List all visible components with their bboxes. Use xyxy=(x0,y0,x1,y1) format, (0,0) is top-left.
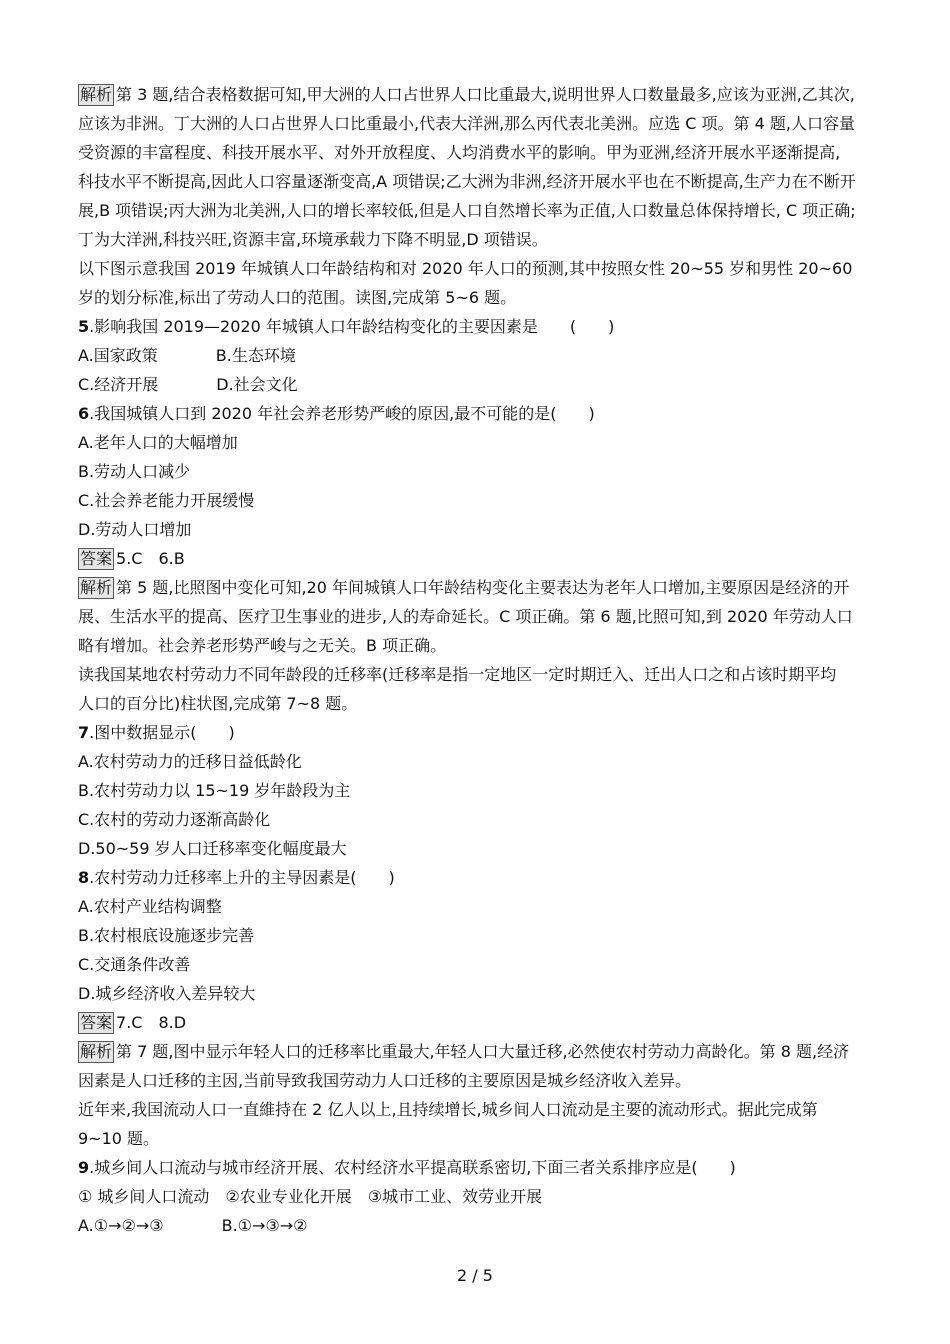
text-line: 丁为大洋洲,科技兴旺,资源丰富,环境承载力下降不明显,D 项错误。 xyxy=(78,230,548,249)
page-content xyxy=(78,80,883,1240)
answer-tag: 答案 xyxy=(80,1013,113,1032)
intro-7-8: 读我国某地农村劳动力不同年龄段的迁移率(迁移率是指一定地区一定时期迁入、迁出人口之和占该时期平均 xyxy=(78,665,837,684)
option-b: B.①→③→② xyxy=(221,1216,308,1235)
option-c: C.交通条件改善 xyxy=(78,955,191,974)
text-line: 科技水平不断提高,因此人口容量逐渐变高,A 项错误;乙大洲为非洲,经济开展水平也在不断提高,生产力在不断开 xyxy=(78,172,856,191)
answer-5-6: 答案 5.C 6.B xyxy=(80,549,185,568)
explanation-tag: 解析 xyxy=(80,85,113,104)
option-b: B.劳动人口减少 xyxy=(78,462,191,481)
options-5-ab xyxy=(78,341,883,370)
explanation-tag: 解析 xyxy=(80,578,113,597)
option-c: C.社会养老能力开展缓慢 xyxy=(78,491,255,510)
option-a: A.老年人口的大幅增加 xyxy=(78,433,238,452)
answer-tag: 答案 xyxy=(80,549,113,568)
option-a: A.农村劳动力的迁移日益低龄化 xyxy=(78,752,302,771)
text-line: 岁的划分标准,标出了劳动人口的范围。读图,完成第 5~6 题。 xyxy=(78,288,517,307)
question-5: 5.影响我国 2019—2020 年城镇人口年龄结构变化的主要因素是 ( ) xyxy=(78,317,615,336)
text-line: 应该为非洲。丁大洲的人口占世界人口比重最小,代表大洋洲,那么丙代表北美洲。应选 C 项。第 4 题,人口容量 xyxy=(78,114,855,133)
option-a: A.国家政策 xyxy=(78,346,158,365)
explanation-3-4: 解析 第 3 题,结合表格数据可知,甲大洲的人口占世界人口比重最大,说明世界人口数量最多,应该为亚洲,乙其次, xyxy=(80,85,855,104)
answer-7-8: 答案 7.C 8.D xyxy=(80,1013,187,1032)
text-line: 受资源的丰富程度、科技开展水平、对外开放程度、人均消费水平的影响。甲为亚洲,经济开展水平逐渐提高, xyxy=(78,143,841,162)
text-line: 展,B 项错误;丙大洲为北美洲,人口的增长率较低,但是人口自然增长率为正值,人口数量总体保持增长, C 项正确; xyxy=(78,201,856,220)
option-c: C.农村的劳动力逐渐高龄化 xyxy=(78,810,271,829)
intro-5-6: 以下图示意我国 2019 年城镇人口年龄结构和对 2020 年人口的预测,其中按照女性 20~55 岁和男性 20~60 xyxy=(78,259,853,278)
text-line: 略有增加。社会养老形势严峻与之无关。B 项正确。 xyxy=(78,636,447,655)
question-6: 6.我国城镇人口到 2020 年社会养老形势严峻的原因,最不可能的是( ) xyxy=(78,404,595,423)
option-b: B.农村根底设施逐步完善 xyxy=(78,926,255,945)
question-7: 7.图中数据显示( ) xyxy=(78,723,235,742)
text-line: 展、生活水平的提高、医疗卫生事业的进步,人的寿命延长。C 项正确。第 6 题,比照可知,到 2020 年劳动人口 xyxy=(78,607,853,626)
explanation-tag: 解析 xyxy=(80,1042,113,1061)
text-line: 因素是人口迁移的主因,当前导致我国劳动力人口迁移的主要原因是城乡经济收入差异。 xyxy=(78,1071,692,1090)
explanation-5-6: 解析 第 5 题,比照图中变化可知,20 年间城镇人口年龄结构变化主要表达为老年人口增加,主要原因是经济的开 xyxy=(80,578,850,597)
option-b: B.农村劳动力以 15~19 岁年龄段为主 xyxy=(78,781,351,800)
option-c: C.经济开展 xyxy=(78,375,159,394)
text-line: 人口的百分比)柱状图,完成第 7~8 题。 xyxy=(78,694,358,713)
option-d: D.50~59 岁人口迁移率变化幅度最大 xyxy=(78,839,347,858)
intro-9-10: 近年来,我国流动人口一直維持在 2 亿人以上,且持续增长,城乡间人口流动是主要的流动形式。据此完成第 xyxy=(78,1100,818,1119)
option-a: A.农村产业结构调整 xyxy=(78,897,222,916)
question-9: 9.城乡间人口流动与城市经济开展、农村经济水平提高联系密切,下面三者关系排序应是( ) xyxy=(78,1158,736,1177)
page-number: 2 / 5 xyxy=(457,1266,493,1285)
options-9-ab xyxy=(78,1211,883,1240)
option-a: A.①→②→③ xyxy=(78,1216,164,1235)
explanation-7-8: 解析 第 7 题,图中显示年轻人口的迁移率比重最大,年轻人口大量迁移,必然使农村劳动力高龄化。第 8 题,经济 xyxy=(80,1042,850,1061)
option-d: D.城乡经济收入差异较大 xyxy=(78,984,256,1003)
question-9-items: ① 城乡间人口流动 ②农业专业化开展 ③城市工业、效劳业开展 xyxy=(78,1187,543,1206)
option-d: D.劳动人口增加 xyxy=(78,520,192,539)
option-d: D.社会文化 xyxy=(216,375,298,394)
options-5-cd xyxy=(78,370,883,399)
text-line: 9~10 题。 xyxy=(78,1129,160,1148)
question-8: 8.农村劳动力迁移率上升的主导因素是( ) xyxy=(78,868,395,887)
option-b: B.生态环境 xyxy=(215,346,296,365)
